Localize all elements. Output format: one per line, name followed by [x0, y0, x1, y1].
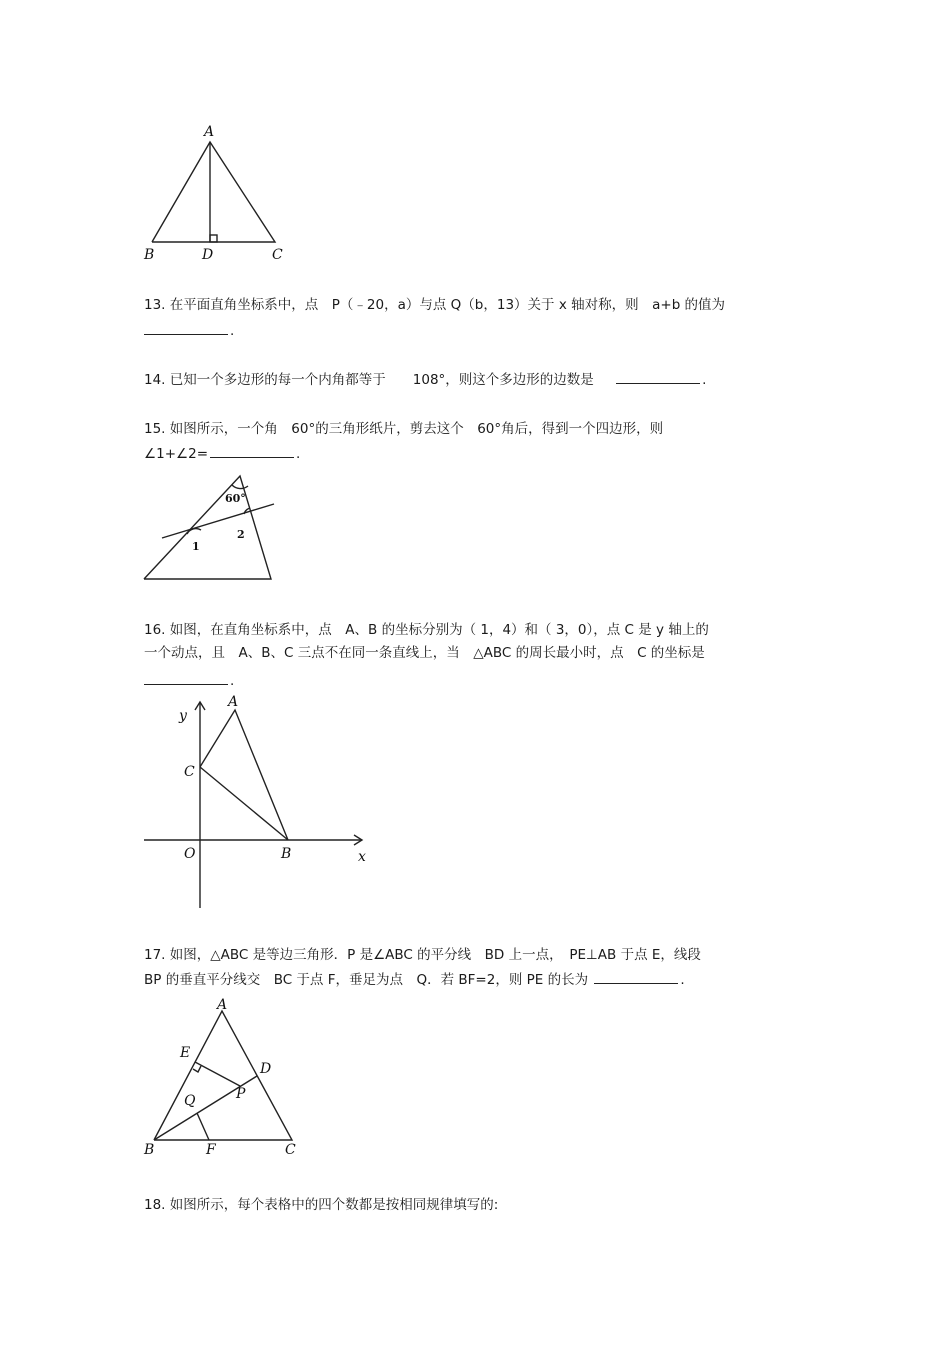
question-17: [144, 944, 701, 966]
question-16-line2: 一个动点，且 A、B、C 三点不在同一条直线上，当 △ABC 的周长最小时，点 C 的坐标是: [144, 645, 705, 661]
label-b: B: [144, 247, 155, 263]
angle-1-label: 1: [192, 540, 200, 553]
right-angle-mark-e: [193, 1066, 201, 1072]
angle-60-label: 60°: [225, 492, 246, 505]
question-16-answer-line: .: [144, 670, 234, 692]
question-text: 如图，在直角坐标系中，点 A、B 的坐标分别为（ 1，4）和（ 3，0），点 C 是 y 轴上的: [169, 622, 709, 638]
question-text: 如图所示，每个表格中的四个数都是按相同规律填写的:: [169, 1197, 499, 1213]
triangle-abc: [152, 142, 275, 242]
label-b: B: [144, 1142, 155, 1158]
question-text: 在平面直角坐标系中，点 P（﹣20，a）与点 Q（b，13）关于 x 轴对称，则 a+b 的值为: [169, 297, 726, 313]
label-x: x: [358, 849, 366, 865]
question-13-answer-line: .: [144, 320, 234, 342]
triangle-abc: [154, 1011, 292, 1140]
question-18: [144, 1194, 498, 1216]
question-number: 17.: [144, 947, 166, 963]
answer-blank[interactable]: [144, 320, 228, 335]
question-16: [144, 619, 709, 641]
angle-2-label: 2: [237, 528, 245, 541]
answer-blank[interactable]: [210, 443, 294, 458]
triangle-abc: [200, 710, 288, 840]
label-o: O: [184, 846, 196, 862]
question-15-line2: ∠1+∠2= .: [144, 443, 300, 465]
question-number: 18.: [144, 1197, 166, 1213]
question-text: 如图，△ABC 是等边三角形．P 是∠ABC 的平分线 BD 上一点， PE⊥AB 于点 E，线段: [169, 947, 701, 963]
question-13: [144, 294, 725, 316]
label-b: B: [281, 846, 292, 862]
answer-blank[interactable]: [616, 369, 700, 384]
question-number: 15.: [144, 421, 166, 437]
question-number: 16.: [144, 622, 166, 638]
label-a: A: [204, 124, 215, 140]
question-text: 如图所示，一个角 60°的三角形纸片，剪去这个 60°角后，得到一个四边形，则: [169, 421, 664, 437]
label-f: F: [206, 1142, 216, 1158]
label-c: C: [285, 1142, 296, 1158]
answer-blank[interactable]: [144, 670, 228, 685]
figure-equilateral-triangle: [140, 995, 315, 1165]
right-angle-mark: [210, 235, 217, 242]
label-p: P: [236, 1086, 246, 1102]
label-d: D: [260, 1061, 272, 1077]
question-14: 14. 已知一个多边形的每一个内角都等于 108°，则这个多边形的边数是 .: [144, 369, 706, 391]
label-c: C: [184, 764, 195, 780]
question-15: [144, 418, 663, 440]
figure-coordinate-plane: [140, 690, 380, 915]
question-17-line2: BP 的垂直平分线交 BC 于点 F，垂足为点 Q．若 BF=2，则 PE 的长为 .: [144, 969, 685, 991]
label-y: y: [179, 708, 187, 724]
question-number: 14.: [144, 372, 166, 388]
perpendicular-bisector-qf: [197, 1113, 209, 1140]
triangle: [144, 476, 271, 579]
perpendicular-pe: [195, 1062, 240, 1086]
figure-triangle-altitude: [140, 120, 300, 270]
label-a: A: [228, 694, 239, 710]
figure-cut-triangle: [140, 472, 290, 587]
answer-blank[interactable]: [594, 969, 678, 984]
label-q: Q: [184, 1093, 196, 1109]
question-text: 已知一个多边形的每一个内角都等于 108°，则这个多边形的边数是: [169, 372, 594, 388]
question-number: 13.: [144, 297, 166, 313]
label-c: C: [272, 247, 283, 263]
label-a: A: [217, 997, 228, 1013]
label-e: E: [180, 1045, 191, 1061]
label-d: D: [202, 247, 214, 263]
angle-60-arc: [232, 485, 248, 489]
